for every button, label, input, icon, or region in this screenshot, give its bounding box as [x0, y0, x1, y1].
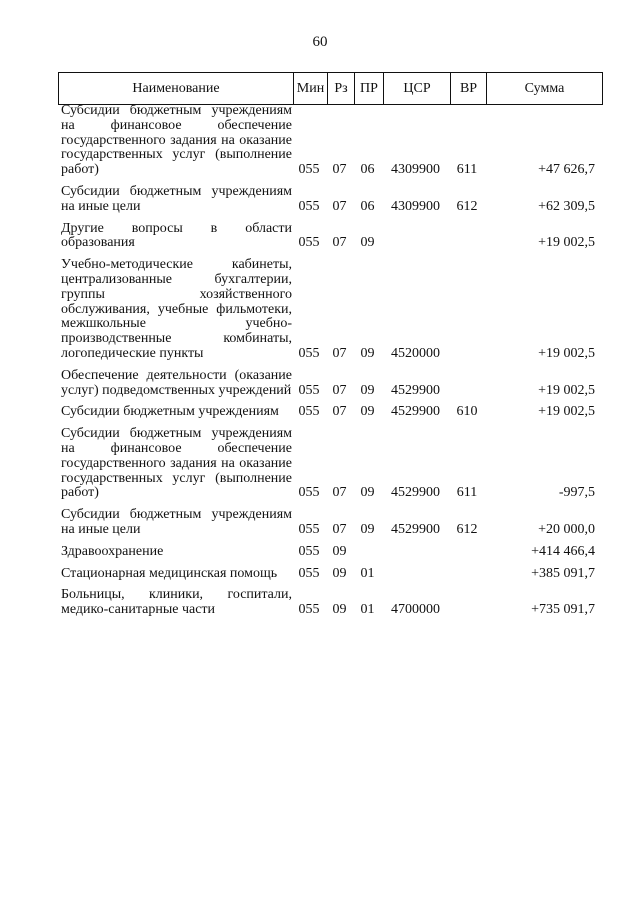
- row-name: Субсидии бюджетным учреждениям: [61, 404, 279, 420]
- row-min: 055: [298, 345, 320, 361]
- row-min: 055: [298, 543, 320, 559]
- row-name: Другие вопросы в области образования: [61, 220, 292, 251]
- row-sum: +735 091,7: [531, 602, 595, 618]
- row-min: 055: [298, 602, 320, 618]
- row-rz: 07: [332, 198, 347, 214]
- row-csr: 4309900: [391, 198, 440, 214]
- row-name: Учебно-методические кабинеты, централизованные бухгалтерии, группы хозяйственного обслуживания, учебные фильмотеки, межшкольные учебно-производственные комбинаты, логопедические пункты: [61, 257, 292, 361]
- header-rz: Рз: [327, 73, 354, 104]
- row-name: Стационарная медицинская помощь: [61, 565, 278, 581]
- row-rz: 09: [332, 543, 347, 559]
- table-row: [58, 588, 603, 618]
- header-pr: ПР: [354, 73, 383, 104]
- page-number: 60: [312, 34, 328, 50]
- header-vr: ВР: [450, 73, 486, 104]
- table-row: [58, 369, 603, 399]
- row-pr: 06: [360, 198, 375, 214]
- row-vr: 612: [456, 521, 478, 537]
- row-pr: 09: [360, 485, 375, 501]
- row-pr: 01: [360, 602, 375, 618]
- row-sum: +47 626,7: [538, 162, 595, 178]
- row-sum: +19 002,5: [538, 404, 595, 420]
- row-csr: 4520000: [391, 345, 440, 361]
- row-csr: 4700000: [391, 602, 440, 618]
- row-name: Субсидии бюджетным учреждениям на финансовое обеспечение государственного задания на оказание государственных услуг (выполнение работ): [61, 103, 292, 178]
- row-name: Здравоохранение: [61, 543, 164, 559]
- row-name: Субсидии бюджетным учреждениям на финансовое обеспечение государственного задания на оказание государственных услуг (выполнение работ): [61, 426, 292, 501]
- row-rz: 09: [332, 565, 347, 581]
- row-min: 055: [298, 162, 320, 178]
- row-name: Субсидии бюджетным учреждениям на иные цели: [61, 183, 292, 214]
- table-row: [58, 567, 603, 582]
- row-min: 055: [298, 521, 320, 537]
- row-sum: +19 002,5: [538, 382, 595, 398]
- row-rz: 07: [332, 404, 347, 420]
- table-row: [58, 427, 603, 501]
- header-csr: ЦСР: [383, 73, 450, 104]
- row-sum: +19 002,5: [538, 345, 595, 361]
- row-rz: 07: [332, 382, 347, 398]
- row-csr: 4529900: [391, 485, 440, 501]
- row-sum: +20 000,0: [538, 521, 595, 537]
- header-name: Наименование: [132, 80, 220, 96]
- table-row: [58, 258, 603, 362]
- row-pr: 09: [360, 382, 375, 398]
- row-name: Субсидии бюджетным учреждениям на иные цели: [61, 507, 292, 537]
- table-row: [58, 104, 603, 178]
- row-rz: 09: [332, 602, 347, 618]
- row-pr: 09: [360, 521, 375, 537]
- row-min: 055: [298, 565, 320, 581]
- table-row: [58, 185, 603, 215]
- row-rz: 07: [332, 235, 347, 251]
- row-name: Больницы, клиники, госпитали, медико-санитарные части: [61, 587, 292, 618]
- header-sum: Сумма: [486, 73, 602, 104]
- table-body: [58, 104, 603, 618]
- row-sum: +62 309,5: [538, 198, 595, 214]
- row-rz: 07: [332, 345, 347, 361]
- row-csr: 4529900: [391, 382, 440, 398]
- row-sum: -997,5: [558, 485, 595, 501]
- row-csr: 4309900: [391, 162, 440, 178]
- row-pr: 09: [360, 235, 375, 251]
- row-vr: 611: [456, 162, 478, 178]
- row-sum: +19 002,5: [538, 235, 595, 251]
- row-rz: 07: [332, 485, 347, 501]
- row-pr: 09: [360, 345, 375, 361]
- row-rz: 07: [332, 162, 347, 178]
- row-sum: +385 091,7: [531, 565, 595, 581]
- row-vr: 611: [456, 485, 478, 501]
- table-row: [58, 508, 603, 538]
- table-row: [58, 222, 603, 252]
- row-min: 055: [298, 404, 320, 420]
- row-min: 055: [298, 485, 320, 501]
- row-pr: 01: [360, 565, 375, 581]
- row-pr: 09: [360, 404, 375, 420]
- table-row: [58, 405, 603, 420]
- row-csr: 4529900: [391, 521, 440, 537]
- header-min: Мин: [293, 73, 327, 104]
- row-sum: +414 466,4: [531, 543, 595, 559]
- table-row: [58, 545, 603, 560]
- table-header: [58, 72, 603, 105]
- row-min: 055: [298, 235, 320, 251]
- row-csr: 4529900: [391, 404, 440, 420]
- row-vr: 612: [456, 198, 478, 214]
- row-pr: 06: [360, 162, 375, 178]
- row-min: 055: [298, 198, 320, 214]
- budget-table: [58, 72, 603, 625]
- row-rz: 07: [332, 521, 347, 537]
- row-vr: 610: [456, 404, 478, 420]
- row-min: 055: [298, 382, 320, 398]
- row-name: Обеспечение деятельности (оказание услуг) подведомственных учреждений: [61, 367, 292, 398]
